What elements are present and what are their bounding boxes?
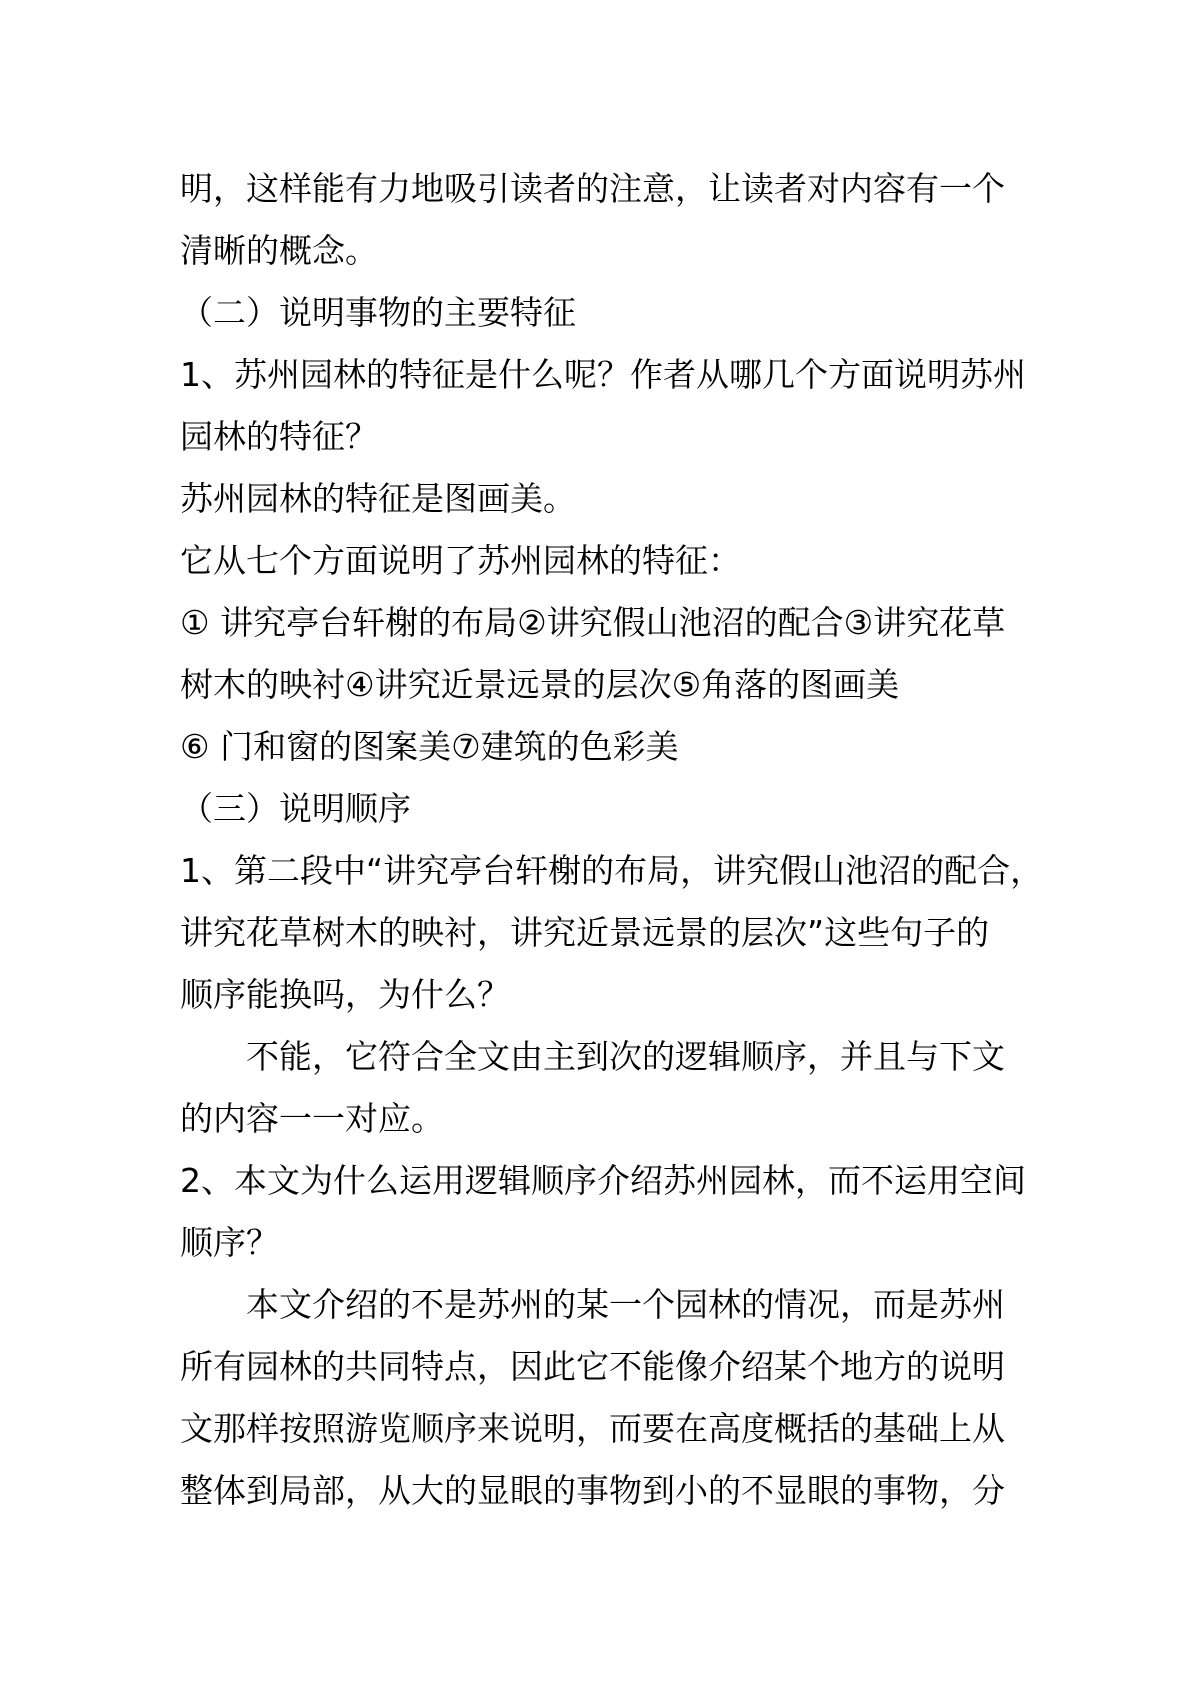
- question-line: 顺序能换吗，为什么？: [180, 975, 510, 1014]
- list-line: ⑥ 门和窗的图案美⑦建筑的色彩美: [180, 727, 679, 766]
- answer-line: 的内容一一对应。: [180, 1099, 444, 1138]
- question-line: 顺序？: [180, 1223, 279, 1262]
- question-line: 2、本文为什么运用逻辑顺序介绍苏州园林，而不运用空间: [180, 1161, 1026, 1200]
- question-line: 讲究花草树木的映衬，讲究近景远景的层次”这些句子的: [180, 913, 990, 952]
- document-body: [180, 158, 1060, 1522]
- question-line: 1、第二段中“讲究亭台轩榭的布局，讲究假山池沼的配合，: [180, 851, 1044, 890]
- list-line: 树木的映衬④讲究近景远景的层次⑤角落的图画美: [180, 665, 900, 704]
- list-line: ① 讲究亭台轩榭的布局②讲究假山池沼的配合③讲究花草: [180, 603, 1006, 642]
- answer-line: 不能，它符合全文由主到次的逻辑顺序，并且与下文: [246, 1037, 1005, 1076]
- answer-line: 它从七个方面说明了苏州园林的特征：: [180, 541, 741, 580]
- answer-line: 本文介绍的不是苏州的某一个园林的情况，而是苏州: [246, 1285, 1005, 1324]
- answer-line: 整体到局部，从大的显眼的事物到小的不显眼的事物，分: [180, 1471, 1005, 1510]
- answer-line: 苏州园林的特征是图画美。: [180, 479, 576, 518]
- text-line: 清晰的概念。: [180, 231, 378, 270]
- answer-line: 所有园林的共同特点，因此它不能像介绍某个地方的说明: [180, 1347, 1005, 1386]
- answer-line: 文那样按照游览顺序来说明，而要在高度概括的基础上从: [180, 1409, 1005, 1448]
- question-line: 1、苏州园林的特征是什么呢？作者从哪几个方面说明苏州: [180, 355, 1026, 394]
- section-heading: （二）说明事物的主要特征: [180, 293, 576, 332]
- question-line: 园林的特征？: [180, 417, 378, 456]
- section-heading: （三）说明顺序: [180, 789, 411, 828]
- text-line: 明，这样能有力地吸引读者的注意，让读者对内容有一个: [180, 169, 1005, 208]
